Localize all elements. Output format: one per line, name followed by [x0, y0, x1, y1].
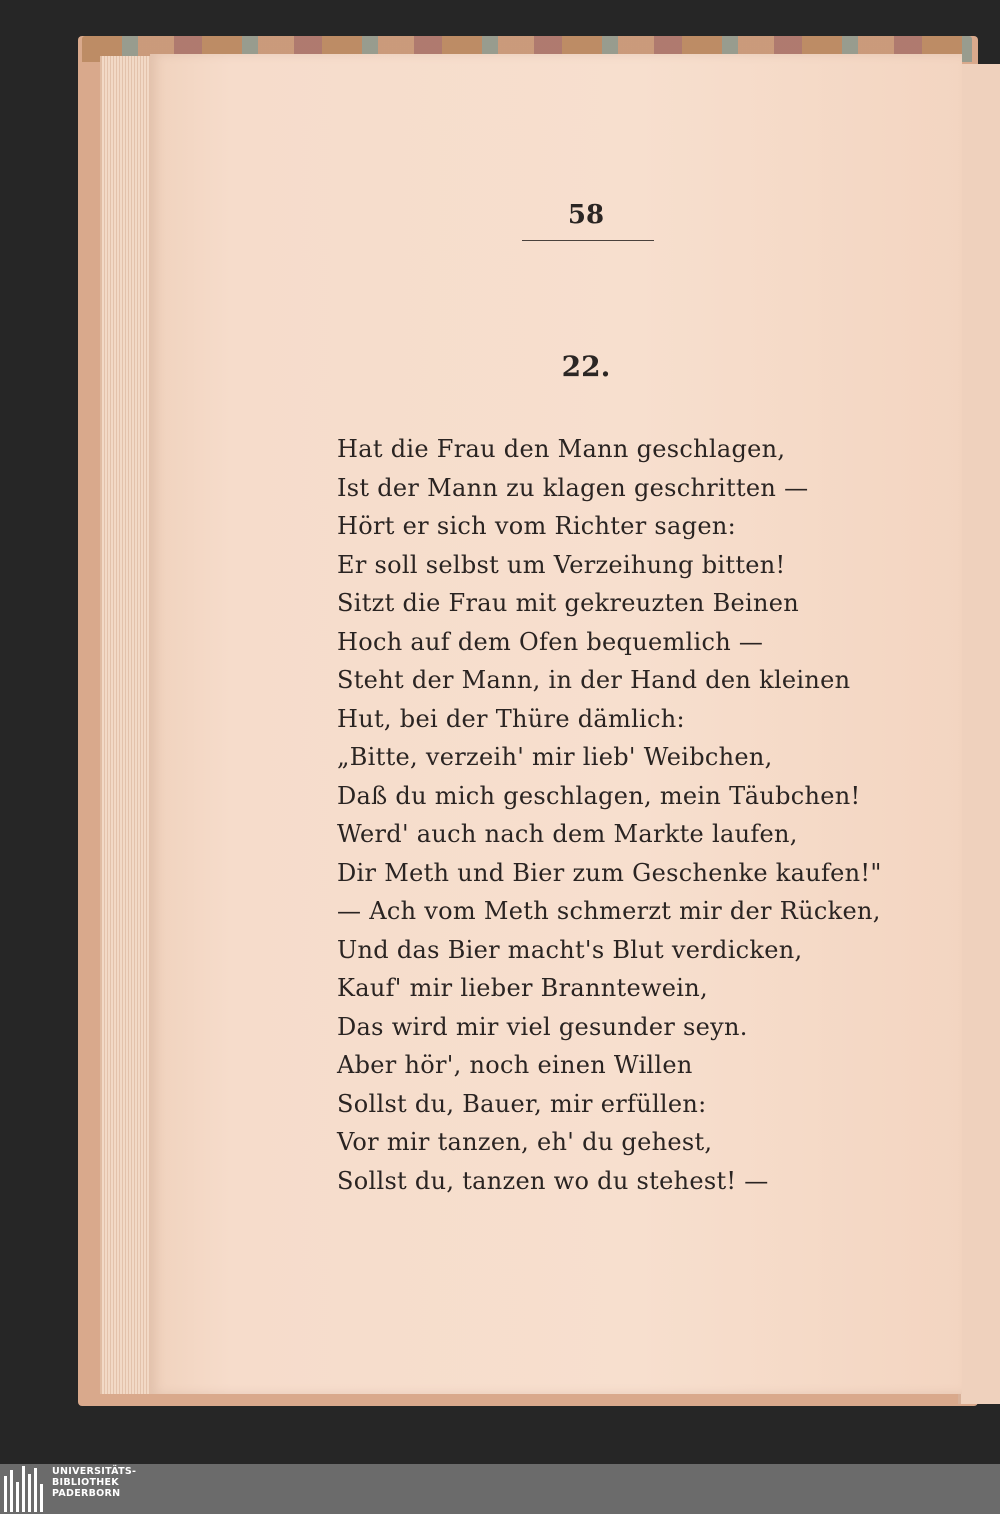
- poem-line: Sitzt die Frau mit gekreuzten Beinen: [337, 589, 800, 617]
- poem-line: Kauf' mir lieber Branntewein,: [337, 974, 708, 1002]
- poem-line: Das wird mir viel gesunder seyn.: [337, 1012, 748, 1041]
- facing-page-edge: [958, 64, 1000, 1404]
- poem-line: Vor mir tanzen, eh' du gehest,: [337, 1128, 713, 1156]
- poem-line: Hut, bei der Thüre dämlich:: [337, 704, 685, 733]
- page-number-rule: [522, 240, 654, 241]
- poem-line: Und das Bier macht's Blut verdicken,: [337, 935, 803, 964]
- poem-line: Aber hör', noch einen Willen: [337, 1051, 693, 1079]
- logo-line: PADERBORN: [52, 1488, 121, 1499]
- library-footer: [0, 1464, 1000, 1514]
- logo-line: UNIVERSITÄTS-: [52, 1466, 137, 1477]
- poem-line: Dir Meth und Bier zum Geschenke kaufen!": [337, 858, 882, 887]
- poem-line: Sollst du, tanzen wo du stehest! —: [337, 1166, 769, 1195]
- poem-line: — Ach vom Meth schmerzt mir der Rücken,: [337, 897, 881, 925]
- poem-line: Er soll selbst um Verzeihung bitten!: [337, 550, 786, 579]
- library-logo-text: [52, 1466, 136, 1499]
- poem-line: „Bitte, verzeih' mir lieb' Weibchen,: [337, 743, 773, 771]
- poem-text: [337, 430, 957, 1200]
- logo-line: BIBLIOTHEK: [52, 1477, 119, 1488]
- poem-line: Hört er sich vom Richter sagen:: [337, 512, 736, 540]
- book-page: [150, 54, 962, 1394]
- poem-line: Daß du mich geschlagen, mein Täubchen!: [337, 781, 861, 810]
- poem-line: Werd' auch nach dem Markte laufen,: [337, 820, 798, 848]
- page-number: 58: [567, 200, 605, 230]
- poem-line: Hoch auf dem Ofen bequemlich —: [337, 627, 764, 656]
- poem-line: Sollst du, Bauer, mir erfüllen:: [337, 1089, 707, 1118]
- poem-line: Steht der Mann, in der Hand den kleinen: [337, 666, 851, 694]
- poem-line: Hat die Frau den Mann geschlagen,: [337, 435, 786, 463]
- poem-line: Ist der Mann zu klagen geschritten —: [337, 473, 809, 502]
- poem-number: 22.: [561, 350, 611, 383]
- library-logo-icon: [2, 1466, 50, 1512]
